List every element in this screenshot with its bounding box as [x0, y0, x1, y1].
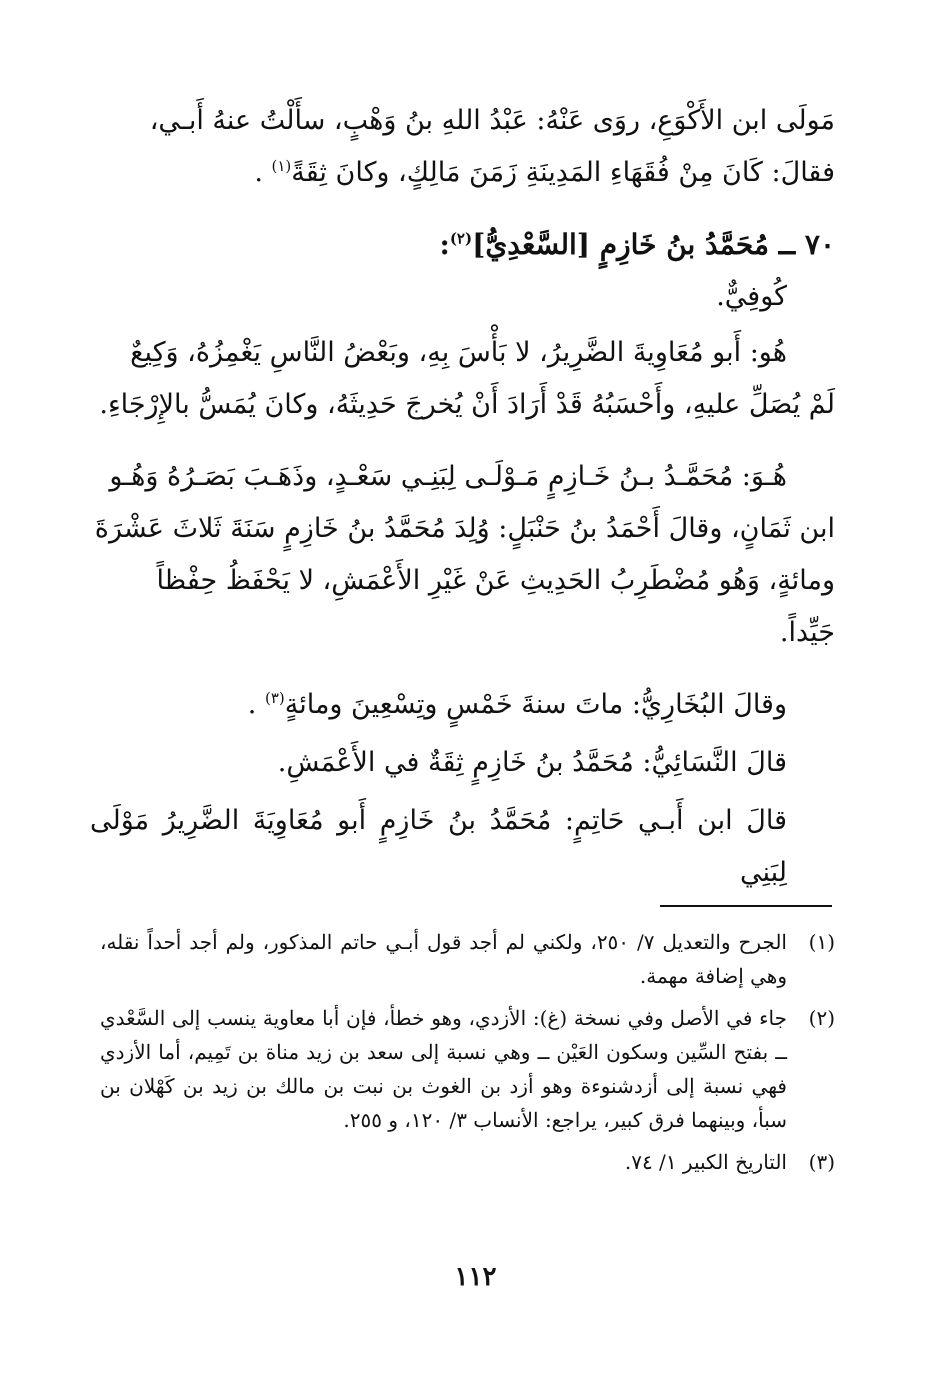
- text-line: قالَ النَّسَائِيُّ: مُحَمَّدُ بنُ خَازِمٍ ثِقَةٌ في الأَعْمَشِ.: [277, 747, 787, 778]
- paragraph-2: [90, 327, 835, 431]
- footnote-ref-1[interactable]: (١): [271, 157, 292, 175]
- footnote-3: [100, 1145, 835, 1179]
- page-number: ١١٢: [454, 1262, 497, 1292]
- text-line: جَيِّداً.: [779, 617, 835, 648]
- footnote-ref-3[interactable]: (٣): [264, 689, 285, 707]
- paragraph-1: [90, 95, 835, 199]
- text-line: فقالَ: كَانَ مِنْ فُقَهَاءِ المَدِينَةِ زَمَنَ مَالِكٍ، وكانَ ثِقَةً$^{(١)}$ .: [254, 157, 835, 188]
- entry-heading: [90, 219, 835, 323]
- footnote-number: (١): [808, 930, 835, 954]
- footnote-text: التاريخ الكبير ١/ ٧٤.: [624, 1150, 787, 1174]
- text-line: هُو: أَبو مُعَاوِيةَ الضَّرِيرُ، لا بَأْسَ بِهِ، وبَعْضُ النَّاسِ يَغْمِزُهُ، وَكِيعٌ: [130, 337, 787, 368]
- footnote-1: [100, 925, 835, 993]
- text-line: وقالَ البُخَارِيُّ: ماتَ سنةَ خَمْسٍ وتِسْعِينَ ومائةٍ$^{(٣)}$ .: [247, 689, 787, 720]
- entry-title: ٧٠ ــ مُحَمَّدُ بنُ خَازِمٍ [السَّعْدِيُّ]$^{(٢)}$:: [439, 228, 835, 261]
- footnote-ref-2[interactable]: (٢): [449, 229, 473, 248]
- footnote-text: الجرح والتعديل ٧/ ٢٥٠، ولكني لم أجد قول أبـي حاتم المذكور، ولم أجد أحداً نقله، وهي إضافة مهمة.: [100, 930, 787, 988]
- paragraph-3: [90, 451, 835, 659]
- entry-origin: كُوفِيٌّ.: [716, 281, 787, 312]
- footnote-text: جاء في الأصل وفي نسخة (غ): الأزدي، وهو خطأ، فإن أبا معاوية ينسب إلى السَّعْدي ــ بفتح السِّين وسكون العَيْن ــ وهي نسبة إلى سعد بن زيد مناة بن تَمِيم، أما الأزدي فهي نسبة إلى أزدشنوءة وهو أزد بن الغوث بن نبت بن مالك بن زيد بن كَهْلان بن سبأ، وبينهما فرق كبير، يراجع: الأنساب ٣/ ١٢٠، و ٢٥٥.: [100, 1006, 787, 1132]
- footnote-number: (٣): [808, 1150, 835, 1174]
- text-line: مَولَى ابن الأَكْوَعِ، روَى عَنْهُ: عَبْدُ اللهِ بنُ وَهْبٍ، سأَلْتُ عنهُ أَبـي،: [149, 105, 835, 136]
- footnote-divider: [660, 905, 832, 907]
- footnote-2: [100, 1001, 835, 1137]
- text-line: ابن ثَمَانٍ، وقالَ أَحْمَدُ بنُ حَنْبَلٍ: وُلِدَ مُحَمَّدُ بنُ خَازِمٍ سَنَةَ ثَلاثَ عَشْرَةَ: [94, 513, 835, 544]
- main-text: [90, 95, 835, 919]
- paragraph-4: [90, 679, 835, 731]
- paragraph-6: [90, 795, 835, 899]
- footnotes: [100, 925, 835, 1187]
- paragraph-5: [90, 737, 835, 789]
- text-line: قالَ ابن أَبـي حَاتِمٍ: مُحَمَّدُ بنُ خَازِمٍ أَبو مُعَاوِيَةَ الضَّرِيرُ مَوْلَى لِبَنِي: [90, 805, 787, 888]
- text-line: هُـوَ: مُحَمَّـدُ بـنُ خَـازِمٍ مَـوْلَـى لِبَنِـي سَعْـدٍ، وذَهَـبَ بَصَـرُهُ وَهُـو: [109, 461, 787, 492]
- text-line: ومائةٍ، وَهُو مُضْطَرِبُ الحَدِيثِ عَنْ غَيْرِ الأَعْمَشِ، لا يَحْفَظُ حِفْظاً: [156, 565, 835, 596]
- footnote-number: (٢): [808, 1006, 835, 1030]
- text-line: لَمْ يُصَلِّ عليهِ، وأَحْسَبُهُ قَدْ أَرَادَ أَنْ يُخرجَ حَدِيثَهُ، وكانَ يُمَسُّ بالإِرْجَاءِ.: [99, 389, 835, 420]
